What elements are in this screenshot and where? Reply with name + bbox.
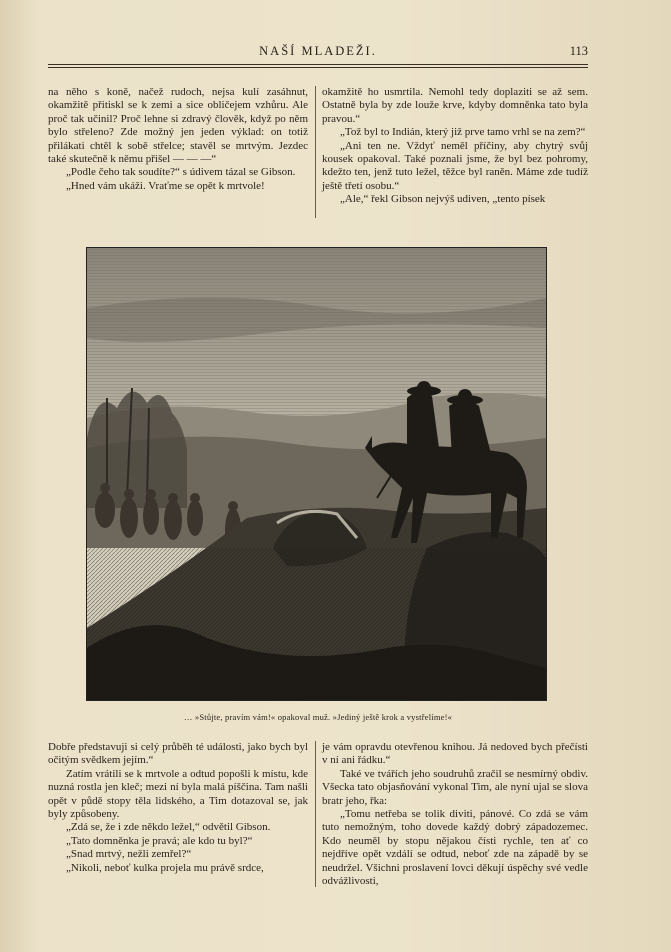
paragraph: „Snad mrtvý, nežli zemřel?“ <box>66 848 192 861</box>
top-right-column <box>322 86 588 207</box>
journal-title: NAŠÍ MLADEŽI. <box>259 44 377 58</box>
paragraph: „Nikoli, neboť kulka projela mu právě srdce, <box>66 861 264 874</box>
paragraph: „Podle čeho tak soudíte?“ s údivem tázal se Gibson. <box>66 166 296 179</box>
column-divider <box>315 741 316 887</box>
illustration-caption: … »Stůjte, pravím vám!« opakoval muž. »Jediný ještě krok a vystřelíme!« <box>183 712 453 722</box>
paragraph: na něho s koně, načež rudoch, nejsa kulí zasáhnut, okamžitě přitiskl se k zemi a sice obličejem vzhůru. Ale proč tak učinil? Proč lehne si zdravý člověk, když po něm bylo střeleno? Zde možný jen jeden výklad: on totiž přilákati chtěl k sobě střelce; stavěl se mrtvým. Jezdec také skutečně k němu přišel — — —“ <box>48 86 308 166</box>
paragraph: „Zdá se, že i zde někdo ležel,“ odvětil Gibson. <box>66 821 271 834</box>
paragraph: „Ani ten ne. Vždyť neměl příčiny, aby chytrý svůj kousek opakoval. Také poznali jsme, že byl bez pohromy, kdežto ten, jenž tuto ležel, těžce byl raněn. Máme zde tudíž ještě třetí osobu.“ <box>322 139 588 192</box>
bottom-left-column <box>48 741 308 875</box>
engraving-illustration <box>86 247 547 701</box>
paragraph: „Ale,“ řekl Gibson nejvýš udiven, „tento písek <box>340 193 546 206</box>
top-left-column <box>48 86 308 193</box>
paragraph: „Tož byl to Indián, který již prve tamo vrhl se na zem?“ <box>340 126 586 139</box>
column-divider <box>315 86 316 218</box>
header-rule <box>48 64 588 65</box>
paragraph: Dobře představuji si celý průběh té události, jako bych byl očitým svědkem jejím.“ <box>48 741 308 767</box>
paragraph: „Tomu netřeba se tolik diviti, pánové. Co zdá se vám tuto nemožným, toho dovede každý dobrý západozemec. Kdo neuměl by stopu nějakou čísti rychle, ten ať co nejdříve opět vzdálí se odtud, neboť zde na západě by se neudržel. Všichni proslavení lovci děkují úspěchy své vedle odvážlivosti, <box>322 808 588 888</box>
bottom-right-column <box>322 741 588 888</box>
paragraph: okamžitě ho usmrtila. Nemohl tedy doplaziti se až sem. Ostatně byla by zde louže krve, kdyby domněnka tato byla pravou.“ <box>322 86 588 125</box>
paragraph: je vám opravdu otevřenou knihou. Já nedoved bych přečísti v ní ani řádku.“ <box>322 741 588 767</box>
page-number: 113 <box>569 44 588 58</box>
paragraph: Také ve tvářích jeho soudruhů zračil se nesmírný obdiv. Všecka tato objasňování vykonal Tim, ale nyní ujal se slova bratr jeho, řka: <box>322 767 588 807</box>
paragraph: „Hned vám ukáži. Vraťme se opět k mrtvole! <box>66 179 265 192</box>
running-header <box>48 44 588 62</box>
paragraph: Zatím vrátili se k mrtvole a odtud popošli k místu, kde nuzná rostla jen kleč; mezi ní byla malá píščina. Tam našli opět v půdě stopy těla lidského, a Tim dotazoval se, jak byly způsobeny. <box>48 767 308 821</box>
paragraph: „Tato domněnka je pravá; ale kdo tu byl?“ <box>66 834 253 847</box>
header-rule-thin <box>48 67 588 68</box>
